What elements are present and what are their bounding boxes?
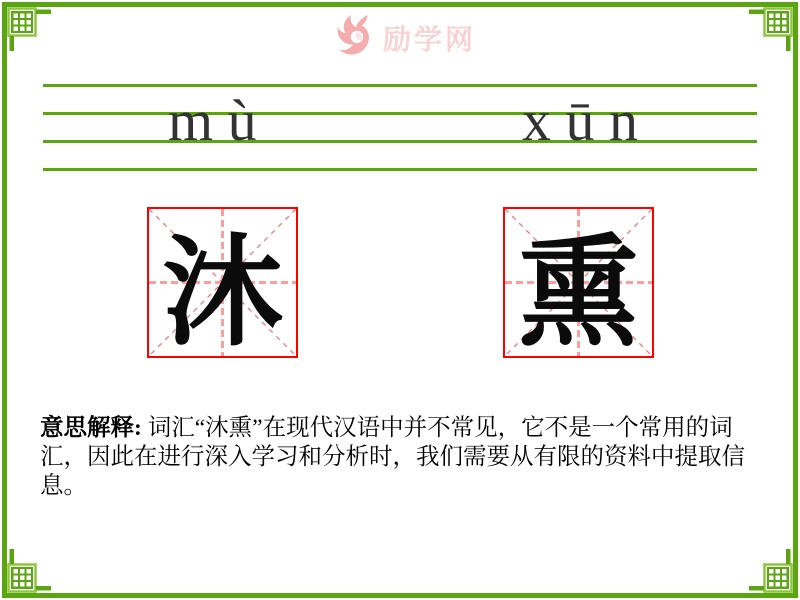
character-glyph-xun: 熏 — [518, 221, 639, 363]
lattice-corner-icon — [749, 7, 793, 51]
character-glyph-mu: 沐 — [162, 221, 283, 363]
lattice-corner-icon — [749, 549, 793, 593]
logo-text: 励学网 — [383, 24, 477, 55]
character-box-xun — [503, 207, 654, 363]
lattice-corner-icon — [7, 7, 51, 51]
decorative-frame — [2, 2, 798, 598]
pinyin-word-mu: m ù — [168, 88, 257, 153]
definition-paragraph — [40, 414, 768, 501]
pinyin-guide-line — [43, 84, 757, 87]
character-box-mu — [147, 207, 298, 363]
definition-label: 意思解释: — [40, 415, 142, 441]
logo — [336, 12, 476, 58]
pinyin-word-xun: x ū n — [522, 88, 638, 153]
lattice-corner-icon — [7, 549, 51, 593]
pinyin-guide-line — [43, 112, 757, 115]
pinyin-guide-line — [43, 140, 757, 143]
pinyin-guide-line — [43, 168, 757, 171]
logo-flame-swirl-icon — [336, 12, 378, 58]
definition-body: 词汇“沐熏”在现代汉语中并不常见，它不是一个常用的词汇，因此在进行深入学习和分析时，我们需要从有限的资料中提取信息。 — [40, 415, 745, 499]
